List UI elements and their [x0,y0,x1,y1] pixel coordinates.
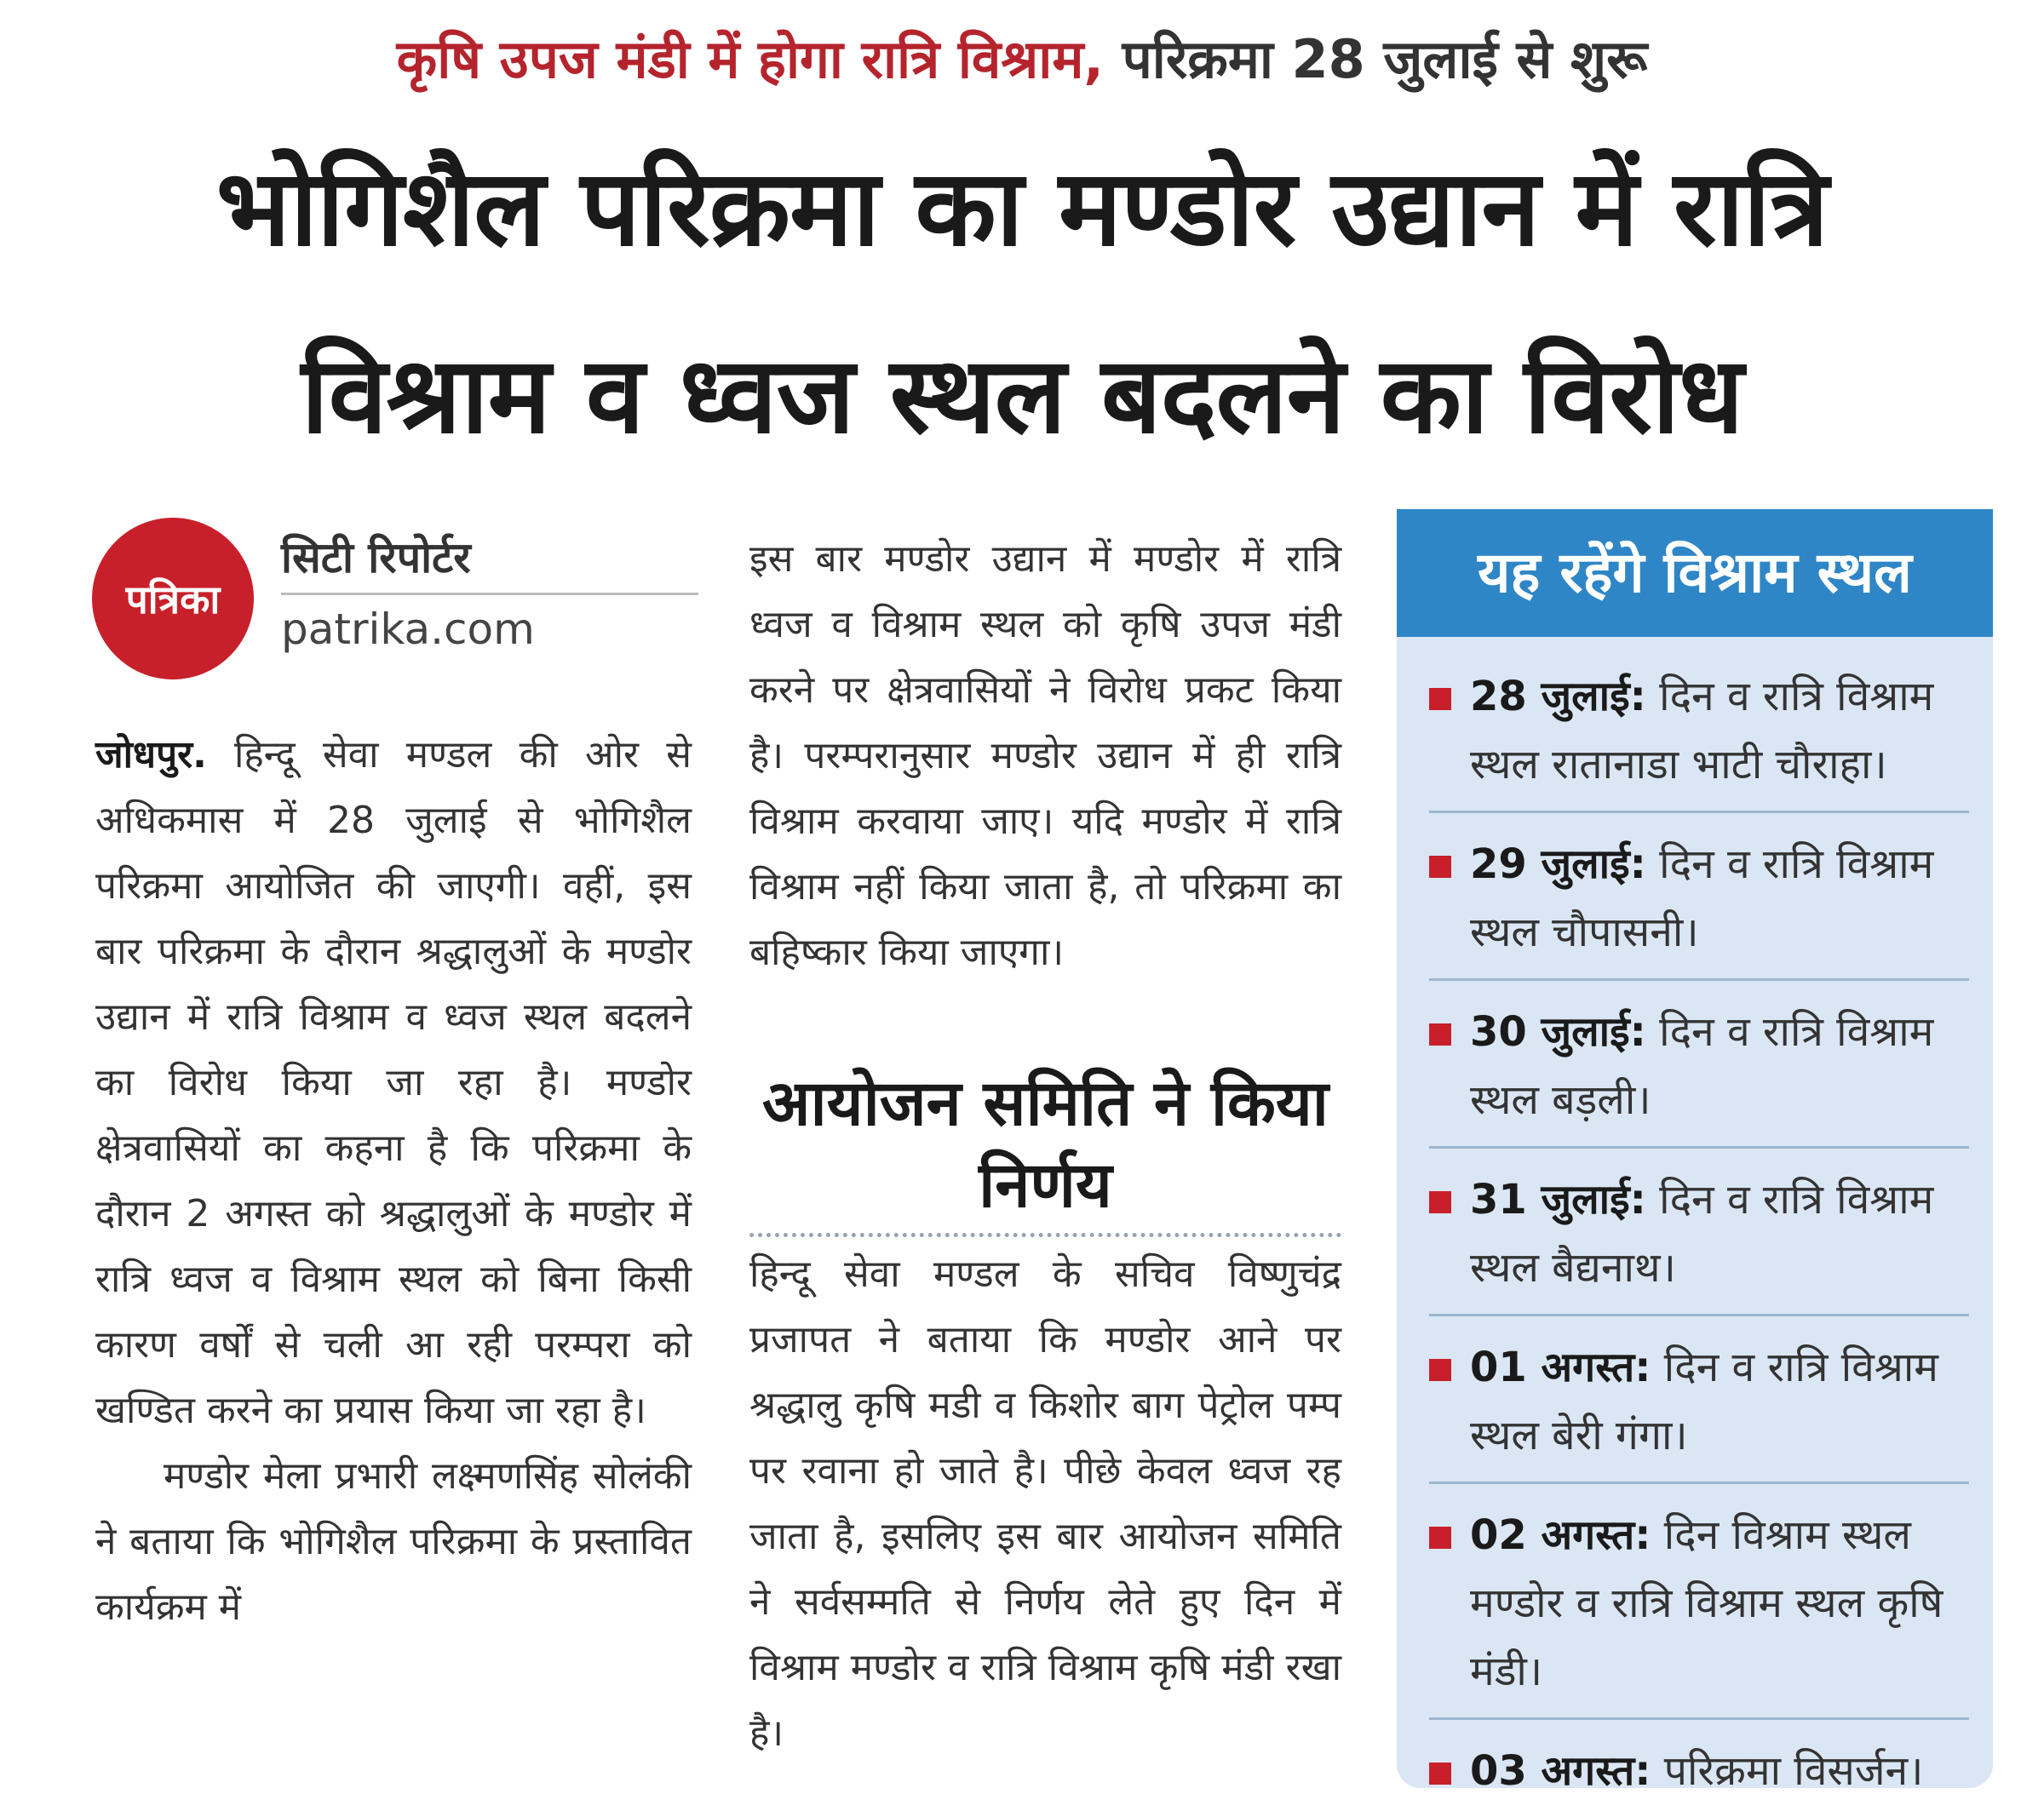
square-bullet-icon [1429,1191,1451,1213]
article-paragraph-2: मण्डोर मेला प्रभारी लक्ष्मणसिंह सोलंकी ने बताया कि भोगिशैल परिक्रमा के प्रस्तावित कार्यक्रम में [95,1454,692,1629]
square-bullet-icon [1429,688,1451,710]
square-bullet-icon [1429,1023,1451,1046]
item-date: 31 जुलाई: [1470,1176,1646,1224]
square-bullet-icon [1429,1359,1451,1381]
item-date: 28 जुलाई: [1470,673,1646,720]
item-desc: दिन व रात्रि विश्राम स्थल चौपासनी। [1470,840,1934,956]
rest-stops-sidebar [1397,509,1993,1795]
list-item [1429,645,1969,813]
item-desc: दिन व रात्रि विश्राम स्थल बेरी गंगा। [1470,1344,1938,1459]
kicker-dark-text: परिक्रमा 28 जुलाई से शुरू [1103,28,1648,90]
square-bullet-icon [1429,856,1451,878]
list-item-text [1470,1501,1969,1705]
list-item [1429,1149,1969,1316]
sidebar-list [1397,637,1993,1817]
article-column-1 [95,722,692,1640]
list-item [1429,813,1969,981]
item-desc: परिक्रमा विसर्जन। [1651,1747,1924,1795]
article-column-2-top [749,526,1341,985]
item-date: 01 अगस्त: [1470,1344,1651,1391]
sidebar-title: यह रहेंगे विश्राम स्थल [1397,509,1993,637]
article-column-2-bottom [749,1241,1341,1766]
list-item-text [1470,662,1969,799]
kicker-red-text: कृषि उपज मंडी में होगा रात्रि विश्राम, [396,28,1104,90]
item-date: 02 अगस्त: [1470,1511,1651,1559]
dotted-divider [749,1233,1341,1237]
list-item [1429,1720,1969,1817]
list-item-text [1470,1166,1969,1302]
list-item-text [1470,998,1969,1134]
site-url: patrika.com [281,605,535,654]
list-item-text [1470,1333,1969,1470]
item-desc: दिन व रात्रि विश्राम स्थल बड़ली। [1470,1008,1934,1124]
patrika-logo-text: पत्रिका [125,576,221,622]
reporter-name: सिटी रिपोर्टर [281,528,698,595]
byline [281,528,698,663]
item-desc: दिन व रात्रि विश्राम स्थल रातानाडा भाटी चौराहा। [1470,673,1934,788]
item-date: 30 जुलाई: [1470,1008,1646,1056]
kicker-line [0,26,2044,94]
headline-line-2: विश्राम व ध्वज स्थल बदलने का विरोध [301,335,1743,457]
article-paragraph-4: हिन्दू सेवा मण्डल के सचिव विष्णुचंद्र प्रजापत ने बताया कि मण्डोर आने पर श्रद्धालु कृषि मडी व किशोर बाग पेट्रोल पम्प पर रवाना हो जाते है। पीछे केवल ध्वज रह जाता है, इसलिए इस बार आयोजन समिति ने सर्वसम्मति से निर्णय लेते हुए दिन में विश्राम मण्डोर व रात्रि विश्राम कृषि मंडी रखा है। [749,1252,1341,1755]
patrika-logo [92,518,254,679]
item-date: 03 अगस्त: [1470,1747,1651,1795]
square-bullet-icon [1429,1527,1451,1549]
square-bullet-icon [1429,1763,1451,1785]
list-item-text [1470,830,1969,966]
list-item-text [1470,1737,1923,1805]
dateline: जोधपुर. [95,733,207,777]
list-item [1429,1316,1969,1484]
list-item [1429,1484,1969,1720]
list-item [1429,981,1969,1149]
item-desc: दिन व रात्रि विश्राम स्थल बैद्यनाथ। [1470,1176,1934,1292]
item-date: 29 जुलाई: [1470,840,1646,888]
paragraph-1-text: हिन्दू सेवा मण्डल की ओर से अधिकमास में 28 जुलाई से भोगिशैल परिक्रमा आयोजित की जाएगी। वहीं, इस बार परिक्रमा के दौरान श्रद्धालुओं के मण्डोर उद्यान में रात्रि विश्राम व ध्वज स्थल बदलने का विरोध किया जा रहा है। मण्डोर क्षेत्रवासियों का कहना है कि परिक्रमा के दौरान 2 अगस्त को श्रद्धालुओं के मण्डोर में रात्रि ध्वज व विश्राम स्थल को बिना किसी कारण वर्षों से चली आ रही परम्परा को खण्डित करने का प्रयास किया जा रहा है। [95,733,692,1432]
item-desc: दिन विश्राम स्थल मण्डोर व रात्रि विश्राम स्थल कृषि मंडी। [1470,1511,1944,1695]
article-paragraph-3: इस बार मण्डोर उद्यान में मण्डोर में रात्रि ध्वज व विश्राम स्थल को कृषि उपज मंडी करने पर क्षेत्रवासियों ने विरोध प्रकट किया है। परम्परानुसार मण्डोर उद्यान में ही रात्रि विश्राम करवाया जाए। यदि मण्डोर में रात्रि विश्राम नहीं किया जाता है, तो परिक्रमा का बहिष्कार किया जाएगा। [749,537,1341,974]
subheading: आयोजन समिति ने किया निर्णय [762,1067,1329,1222]
article-paragraph-1 [95,722,692,1443]
headline-line-1: भोगिशैल परिक्रमा का मण्डोर उद्यान में रात्रि [215,147,1829,270]
